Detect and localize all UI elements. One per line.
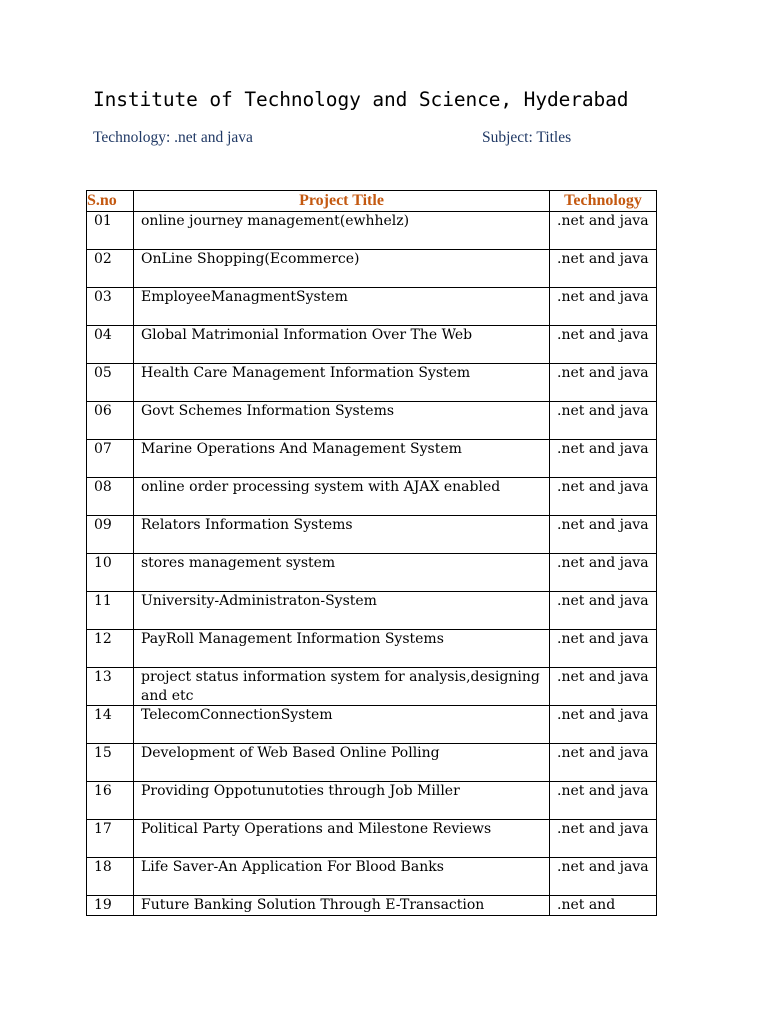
cell-sno: 15 — [87, 744, 134, 782]
table-row — [87, 250, 657, 288]
cell-technology: .net and java — [550, 858, 657, 896]
table-body — [87, 212, 657, 916]
cell-sno: 18 — [87, 858, 134, 896]
cell-project-title: project status information system for analysis,designing and etc — [134, 668, 550, 706]
cell-project-title: Political Party Operations and Milestone Reviews — [134, 820, 550, 858]
cell-technology: .net and java — [550, 288, 657, 326]
cell-sno: 19 — [87, 896, 134, 916]
cell-project-title: PayRoll Management Information Systems — [134, 630, 550, 668]
cell-project-title: EmployeeManagmentSystem — [134, 288, 550, 326]
cell-sno: 04 — [87, 326, 134, 364]
cell-sno: 17 — [87, 820, 134, 858]
table-row — [87, 516, 657, 554]
cell-project-title: Health Care Management Information System — [134, 364, 550, 402]
table-row — [87, 744, 657, 782]
cell-project-title: Development of Web Based Online Polling — [134, 744, 550, 782]
technology-line: Technology: .net and java — [93, 129, 253, 146]
cell-technology: .net and java — [550, 516, 657, 554]
table-row — [87, 478, 657, 516]
table-row — [87, 288, 657, 326]
cell-sno: 05 — [87, 364, 134, 402]
column-header-technology: Technology — [550, 191, 657, 212]
cell-technology: .net and java — [550, 250, 657, 288]
column-header-project-title: Project Title — [134, 191, 550, 212]
cell-sno: 12 — [87, 630, 134, 668]
cell-project-title: Relators Information Systems — [134, 516, 550, 554]
subject-line: Subject: Titles — [482, 129, 572, 146]
institute-title: Institute of Technology and Science, Hyderabad — [93, 88, 629, 111]
table-row — [87, 592, 657, 630]
table-row — [87, 630, 657, 668]
table-row — [87, 212, 657, 250]
cell-sno: 10 — [87, 554, 134, 592]
cell-sno: 02 — [87, 250, 134, 288]
cell-project-title: online order processing system with AJAX enabled — [134, 478, 550, 516]
table-row — [87, 820, 657, 858]
cell-project-title: Future Banking Solution Through E-Transaction — [134, 896, 550, 916]
table-row — [87, 858, 657, 896]
cell-sno: 01 — [87, 212, 134, 250]
cell-technology: .net and java — [550, 820, 657, 858]
cell-technology: .net and java — [550, 592, 657, 630]
table-row — [87, 554, 657, 592]
cell-technology: .net and java — [550, 630, 657, 668]
cell-technology: .net and java — [550, 440, 657, 478]
cell-technology: .net and java — [550, 706, 657, 744]
table-row — [87, 782, 657, 820]
cell-project-title: online journey management(ewhhelz) — [134, 212, 550, 250]
cell-sno: 14 — [87, 706, 134, 744]
cell-project-title: Govt Schemes Information Systems — [134, 402, 550, 440]
cell-project-title: Providing Oppotunutoties through Job Miller — [134, 782, 550, 820]
cell-sno: 09 — [87, 516, 134, 554]
table-row — [87, 896, 657, 916]
table-row — [87, 668, 657, 706]
cell-project-title: University-Administraton-System — [134, 592, 550, 630]
table-header-row — [87, 191, 657, 212]
table-row — [87, 326, 657, 364]
cell-project-title: Global Matrimonial Information Over The Web — [134, 326, 550, 364]
cell-sno: 08 — [87, 478, 134, 516]
cell-project-title: OnLine Shopping(Ecommerce) — [134, 250, 550, 288]
cell-sno: 07 — [87, 440, 134, 478]
cell-sno: 03 — [87, 288, 134, 326]
cell-technology: .net and java — [550, 326, 657, 364]
cell-project-title: Marine Operations And Management System — [134, 440, 550, 478]
cell-technology: .net and java — [550, 668, 657, 706]
table-row — [87, 440, 657, 478]
cell-project-title: TelecomConnectionSystem — [134, 706, 550, 744]
table-row — [87, 364, 657, 402]
cell-sno: 16 — [87, 782, 134, 820]
projects-table — [86, 190, 657, 916]
table-row — [87, 402, 657, 440]
cell-technology: .net and java — [550, 744, 657, 782]
cell-project-title: Life Saver-An Application For Blood Banks — [134, 858, 550, 896]
cell-technology: .net and java — [550, 364, 657, 402]
cell-sno: 13 — [87, 668, 134, 706]
table-row — [87, 706, 657, 744]
cell-technology: .net and java — [550, 554, 657, 592]
cell-technology: .net and java — [550, 478, 657, 516]
column-header-sno: S.no — [87, 191, 134, 212]
cell-sno: 06 — [87, 402, 134, 440]
cell-technology: .net and java — [550, 402, 657, 440]
cell-project-title: stores management system — [134, 554, 550, 592]
cell-technology: .net and — [550, 896, 657, 916]
cell-technology: .net and java — [550, 212, 657, 250]
cell-technology: .net and java — [550, 782, 657, 820]
cell-sno: 11 — [87, 592, 134, 630]
